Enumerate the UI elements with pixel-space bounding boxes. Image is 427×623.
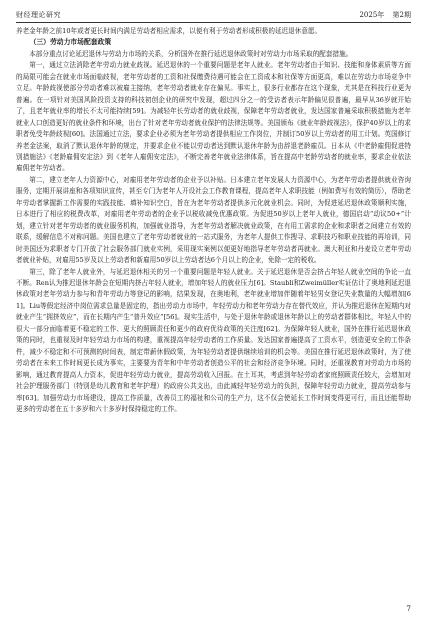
paragraph-first-measure: 第一，通过立法消除老年劳动力就业歧视。延迟退休的一个重要问题是老年人就业。老年劳动者由于知识、技能和身体素质等方面的局限可能会在就业市场面临歧视，老年劳动者的工资和社保缴费待遇可能会在工资成本和社保等方面更高，难以在劳动力市场竞争中立足。年龄歧视使部分劳动者难以被雇主接纳，老年劳动者就业存在偏见。事实上，很多行业都存在这个现象，尤其是在科技行业更为普遍。在一项针对美国风险投资支持的科技初创企业的研究中发现，超过四分之一的受访者表示年龄偏见很普遍，最早从36岁就开始了，且老年就业率的增长不太可能持续[59]。为减轻年长劳动者的就业歧视，保障老年劳动者就业，发达国家普遍采取积极措施为老年就业人口创造更好的就业条件和环境，出台了针对老年劳动者就业保护的法律法规等。美国颁布《就业年龄歧视法》，保护40岁以上的求职者免受年龄歧视[60]。法国通过立法，要求企业必须为老年劳动者提供相应工作岗位，并制订50岁以上劳动者的用工计划。英国修订养老金法案，取消了默认退休年龄的规定，并要求企业不能以劳动者达到默认退休年龄为由辞退老龄雇员。日本从《中老龄雇佣促进特别措施法》《老龄雇佣安定法》到《老年人雇佣安定法》，不断完善老年就业法律体系，旨在提高中老龄劳动者的就业率，要求企业依法雇佣老年劳动者。 xyxy=(16,61,411,173)
paragraph-second-measure: 第二，建立老年人力资源中心，对雇用老年劳动者的企业予以补贴。日本建立老年发展人力资源中心，为老年劳动者提供就业咨询服务，定期开展讲座和各项知识宣传，甚至专门为老年人开设社会工作教育课程，提高老年人求职技能（例如费写有效的简历），帮助老年劳动者掌握新工作需要的实践技能、填补知识空白，旨在为老年劳动者提供多元化就业机会。同时，为促进延迟退休政策顺利实施，日本进行了相应的税费改革，对雇用老年劳动者的企业予以税收减免优惠政策。为促进50岁以上老年人就业，德国启动“动议50+”计划，建立针对老年劳动者的就业服务机构，加强就业指导，为老年劳动者解决就业政策，在有用工需求的企业和求职者之间建立有效的联系，缓解信息不对称问题。美国也建立了老年劳动者就业的一站式服务，为老年人提供工作搜寻、求职技巧和职业技能的再培训，同时美国还为求职者专门开放了社会服务部门就业实例，采用现实案例以便更好地指导老年劳动者再就业。澳大利亚和丹麦设立老年劳动者就业补贴，对雇用55岁及以上劳动者和新雇用50岁以上劳动者达6个月以上的企业，免除一定的税收。 xyxy=(16,175,411,265)
issue-year: 2025年 xyxy=(359,11,385,19)
issue-number: 第2期 xyxy=(392,11,411,19)
paragraph-intro: 本部分重点讨论延迟退休与劳动力市场的关系，分析国外在推行延迟退休政策时对劳动力市场采取的配套措施。 xyxy=(29,49,353,58)
paragraph-continued: 养老金年龄之前10年或者更长时间内满足劳动者相应需求，以便有利于劳动者形成积极的延迟退休意愿。 xyxy=(16,27,322,35)
running-header xyxy=(16,8,411,23)
page-number: 7 xyxy=(406,604,411,613)
journal-name: 财经理论研究 xyxy=(16,11,61,19)
article-body xyxy=(16,26,411,415)
section-heading: （三）劳动力市场配套政策 xyxy=(29,38,112,47)
paragraph-third-measure: 第三，除了老年人就业外，与延迟退休相关的另一个重要问题是年轻人就业。关于延迟退休是否会挤占年轻人就业空间的争论一直不断。Ren认为推迟退休年龄会在短期内挤占年轻人就业，增加年轻人的就业压力[6]。Staubli和Zweimüller实证估计了奥地利延迟退休政策对老年劳动力参与和青年劳动力等登记的影响，结果发现，在奥地利，老年就业增加伴随着年轻男女登记失业数量的大幅增加[61]。Liu等假定经济中岗位需求总量是固定的，指出劳动力市场中，年轻劳动力和老年劳动力存在替代效应，并认为推迟退休在短期内对就业产生“拥挤效应”，而在长期内产生“普升效应”[56]。现实生活中，与处于退休年龄或退休年龄以上的劳动者群体相比，年轻人中的很大一部分面临着更不稳定的工作、更大的照顾责任和更少的政府优待政策的关注度[62]。为保障年轻人就业，国外在推行延迟退休政策的同时，也重视及时年轻劳动力市场的构建，重视提高年轻劳动者的工作质量。发达国家普遍提高了工资水平，创造更安全的工作条件，减少不稳定和不可预测的时间表，制定带薪休假政策，为年轻劳动者提供继续培训的机会等。美国在推行延迟退休政策时，为了使劳动者在未来工作时间更长成为事实，主要要为青年和中年劳动者创造公平的社会和经济竞争环境。同时，还重视教育对劳动力市场的影响，通过教育提高人力资本，促进年轻劳动力就业，提高劳动收入回报。在土耳其，考虑到年轻劳动者家庭照顾责任较大，会增加对社会护理服务部门（特别是幼儿教育和老年护理）的政府公共支出，由此减轻年轻劳动力的负担，保障年轻劳动力就业，提高劳动参与率[63]。加强劳动力市场建设，提高工作质量，改善员工的福祉和公司的生产力，这不仅会使延长工作时间变得更可行，而且还能帮助更多的劳动者在五十多岁和六十多岁时保持稳定的工作。 xyxy=(16,267,411,413)
issue-info xyxy=(353,8,411,22)
